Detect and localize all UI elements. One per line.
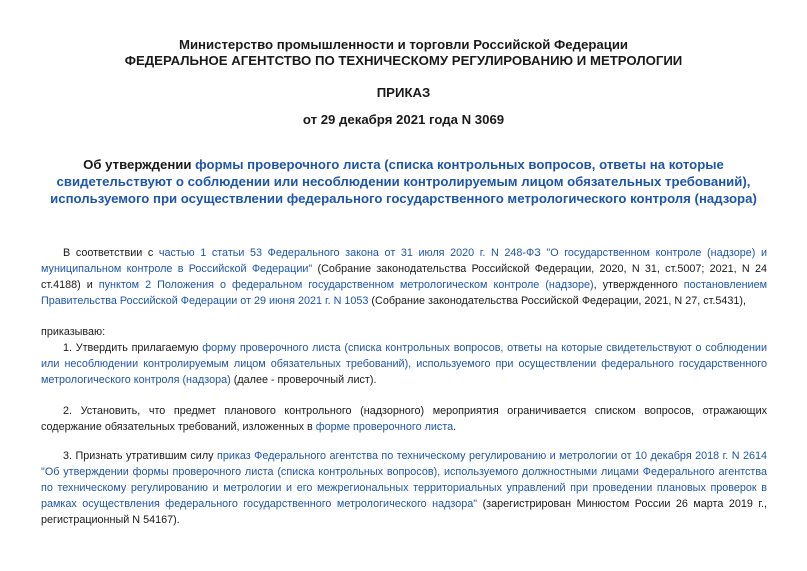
federal-law-link-cont[interactable]: муниципальном контроле в Российской Федерации"	[41, 263, 313, 275]
item3-text-3: регистрационный N 54167).	[41, 514, 180, 526]
item3-order-link-end[interactable]: рамках осуществления федерального государственного метрологического надзора"	[41, 498, 478, 510]
ministry-name: Министерство промышленности и торговли Российской Федерации	[178, 37, 629, 52]
agency-name: ФЕДЕРАЛЬНОЕ АГЕНТСТВО ПО ТЕХНИЧЕСКОМУ РЕГУЛИРОВАНИЮ И МЕТРОЛОГИИ	[124, 53, 683, 68]
preamble-text-5: (Собрание законодательства Российской Федерации, 2021, N 27, ст.5431),	[368, 295, 746, 307]
regulation-point-link[interactable]: пунктом 2 Положения о федеральном государственном метрологическом контроле (надзоре)	[98, 279, 594, 291]
item1-form-link-cont[interactable]: или несоблюдении контролируемым лицом обязательных требований), используемого при осуществлении федерального государственного	[41, 358, 767, 370]
preamble-text-2: (Собрание законодательства Российской Федерации, 2020, N 31, ст.5007; 2021, N 24	[312, 263, 767, 275]
order-item-1	[41, 340, 767, 388]
item1-text-2: (далее - проверочный лист).	[230, 374, 377, 386]
resolution-link-cont[interactable]: Правительства Российской Федерации от 29 июня 2021 г. N 1053	[41, 295, 369, 307]
title-form-link[interactable]: формы проверочного листа (списка контрольных вопросов, ответы на которые	[195, 157, 724, 172]
document-title	[30, 156, 777, 207]
preamble-text-1: В соответствии с	[63, 247, 159, 259]
order-item-2	[41, 403, 767, 435]
order-word: приказываю:	[41, 326, 106, 338]
resolution-link[interactable]: постановлением	[683, 279, 767, 291]
document-type: ПРИКАЗ	[376, 85, 431, 100]
item1-text-1: 1. Утвердить прилагаемую	[63, 342, 203, 354]
item3-order-link-cont2[interactable]: по техническому регулированию и метрологии и его межрегиональных территориальных управлений при проведении плановых проверок в	[41, 482, 767, 494]
item2-text-2: содержание обязательных требований, изложенных в	[41, 421, 316, 433]
document-date-number: от 29 декабря 2021 года N 3069	[302, 112, 505, 127]
order-item-3	[41, 448, 767, 528]
federal-law-link[interactable]: частью 1 статьи 53 Федерального закона от 31 июля 2020 г. N 248-ФЗ "О государственном контроле (надзоре) и	[158, 247, 767, 259]
item1-form-link-end[interactable]: метрологического контроля (надзора)	[41, 374, 231, 386]
item2-text-3: .	[453, 421, 457, 433]
item1-form-link[interactable]: форму проверочного листа (списка контрольных вопросов, ответы на которые свидетельствуют о соблюдении	[202, 342, 767, 354]
item3-order-link-cont[interactable]: "Об утверждении формы проверочного листа (списка контрольных вопросов), используемого должностными лицами Федерального агентства	[41, 466, 767, 478]
preamble-paragraph	[41, 245, 767, 309]
item3-text-1: 3. Признать утратившим силу	[63, 450, 217, 462]
preamble-text-3: ст.4188) и	[41, 279, 99, 291]
title-prefix: Об утверждении	[83, 157, 196, 172]
title-form-link-line2[interactable]: свидетельствуют о соблюдении или несоблюдении контролируемым лицом обязательных требований),	[56, 174, 751, 189]
title-form-link-line3[interactable]: используемого при осуществлении федерального государственного метрологического контроля (надзора)	[50, 191, 757, 206]
item2-text-1: 2. Установить, что предмет планового контрольного (надзорного) мероприятия ограничивается списком вопросов, отражающих	[63, 405, 767, 417]
item3-order-link[interactable]: приказ Федерального агентства по техническому регулированию и метрологии от 10 декабря 2018 г. N 2614	[217, 450, 767, 462]
preamble-text-4: , утвержденного	[593, 279, 684, 291]
item2-form-link[interactable]: форме проверочного листа	[315, 421, 454, 433]
item3-text-2: (зарегистрирован Минюстом России 26 марта 2019 г.,	[477, 498, 767, 510]
